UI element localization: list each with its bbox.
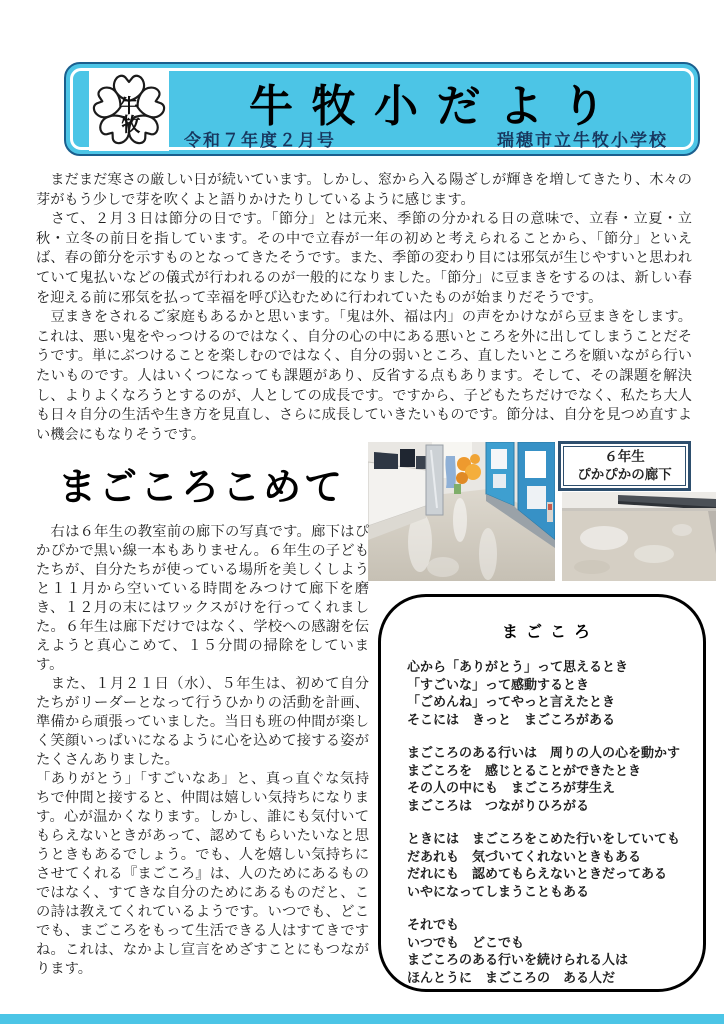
school-logo xyxy=(89,69,169,151)
poem-stanza: まごころのある行いは 周りの人の心を動かす まごころを 感じとることができたとき その人の中にも まごころが芽生え まごころは つながりひろがる xyxy=(407,745,681,813)
poem-stanza: ときには まごころをこめた行いをしていても だあれも 気づいてくれないときもある だれにも 認めてもらえないときだってある いやになってしまうこともある xyxy=(407,831,681,899)
school-name: 瑞穂市立牛牧小学校 xyxy=(497,131,668,150)
article-paragraph: また、１月２１日（水）、５年生は、初めて自分たちがリーダーとなって行うひかりの活動を計画、準備から頑張っていました。当日も班の仲間が楽しく笑顔いっぱいになるように心を込めて接する姿がたくさんありました。 xyxy=(36,676,369,768)
hallway-photo-large-image xyxy=(368,442,555,581)
footer-accent-bar xyxy=(0,1014,724,1024)
article-heading: まごころこめて xyxy=(58,467,346,509)
intro-section xyxy=(36,171,692,445)
article-paragraph: 右は６年生の教室前の廊下の写真です。廊下はぴかぴかで黒い線一本もありません。６年生の子どもたちが、自分たちが使っている場所を美しくしようと１１月から空いている時間をみつけて廊下を磨き、１２月の末にはワックスがけを行ってくれました。６年生は廊下だけではなく、学校への感謝を伝えようと真心こめて、１５分間の掃除をしています。 xyxy=(36,524,369,673)
header-banner xyxy=(64,62,700,156)
issue-label: 令和７年度２月号 xyxy=(184,131,336,150)
poem-box xyxy=(378,594,706,992)
logo-kanji-bottom: 牧 xyxy=(121,114,141,136)
newsletter-title: 牛牧小だより xyxy=(249,82,624,131)
article-body xyxy=(36,523,369,979)
hallway-photo-large xyxy=(368,442,555,581)
logo-kanji-top: 牛 xyxy=(119,95,139,117)
poem-stanza: 心から「ありがとう」って思えるとき 「すごいな」って感動するとき 「ごめんね」ってやっと言えたとき そこには きっと まごころがある xyxy=(407,659,629,727)
poem-stanza: それでも いつでも どこでも まごころのある行いを続けられる人は ほんとうに まごころの ある人だ xyxy=(407,917,629,985)
intro-paragraph: さて、２月３日は節分の日です。「節分」とは元来、季節の分かれる日の意味で、立春・立夏・立秋・立冬の前日を指しています。その中で立春が一年の初めと考えられることから、「節分」といえば、春の節分を示すものとなってきたそうです。また、季節の変わり目には邪気が生じやすいと思われていて鬼払いなどの儀式が行われるのが一般的になりました。「節分」に豆まきをするのは、新しい春を迎える前に邪気を払って幸福を呼び込むために行われていたものが始まりだそうです。 xyxy=(36,211,692,306)
photo-caption-box xyxy=(558,441,691,491)
intro-paragraph: まだまだ寒さの厳しい日が続いています。しかし、窓から入る陽ざしが輝きを増してきたり、木々の芽がもう少しで芽を吹くよと語りかけたりしているように感じます。 xyxy=(36,172,692,208)
intro-paragraph: 豆まきをされるご家庭もあるかと思います。「鬼は外、福は内」の声をかけながら豆まきをします。これは、悪い鬼をやっつけるのではなく、自分の心の中にある悪いところを外に出してしまうことだそうです。単にぶつけることを楽しむのではなく、自分の弱いところ、直したいところを願いながら行いたいものです。人はいくつになっても課題があり、反省する点もあります。そして、その課題を解決し、よりよくなろうとするのが、人としての成長です。ですから、子どもたちだけでなく、私たち大人も日々自分の生活や生き方を見直し、さらに成長していきたいものです。節分は、自分を見つめ直すよい機会にもなりそうです。 xyxy=(36,309,692,443)
photo-caption-text: ６年生 ぴかぴかの廊下 xyxy=(563,446,686,486)
article-paragraph: 「ありがとう」「すごいなあ」と、真っ直ぐな気持ちで仲間と接すると、仲間は嬉しい気持ちになります。心が温かくなります。しかし、誰にも気付いてもらえないときがあって、認めてもらいたいなと思うときもあるでしょう。でも、人を嬉しい気持ちにさせてくれる『まごころ』は、人のためにあるものではなく、すてきな自分のためにあるものだと、この詩は教えてくれているようです。いつでも、どこでも、まごころをもって生活できる人はすてきですね。これは、なかよし宣言をめざすことにもつながります。 xyxy=(36,771,369,977)
hallway-photo-small-image xyxy=(562,492,716,581)
sakura-emblem-icon xyxy=(91,71,167,149)
hallway-photo-small xyxy=(562,492,716,581)
poem-title: まごころ xyxy=(501,624,598,641)
